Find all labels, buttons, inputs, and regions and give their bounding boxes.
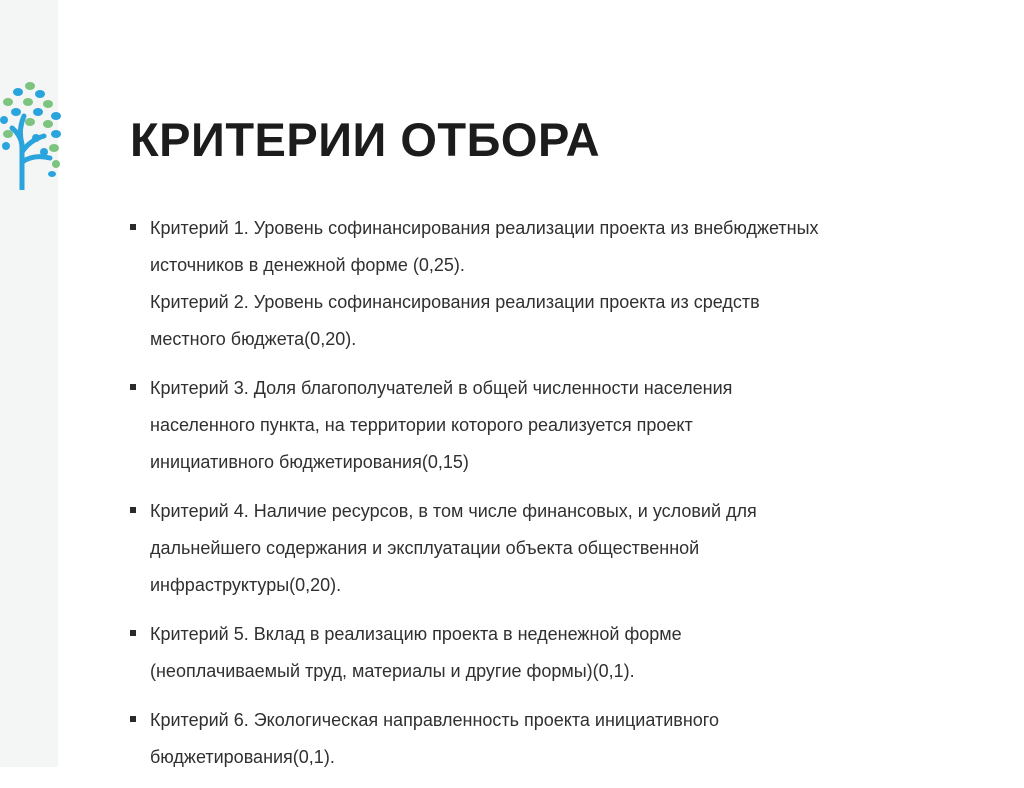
- criterion-text: источников в денежной форме (0,25).: [150, 255, 465, 275]
- criterion-text: Критерий 2. Уровень софинансирования реализации проекта из средств: [150, 292, 760, 312]
- criterion-text: дальнейшего содержания и эксплуатации объекта общественной: [150, 538, 700, 558]
- list-item: [128, 493, 998, 604]
- criterion-text: инфраструктуры(0,20).: [150, 575, 342, 595]
- criterion-text: Критерий 1. Уровень софинансирования реализации проекта из внебюджетных: [150, 218, 819, 238]
- list-item: [128, 616, 998, 690]
- criterion-text: Критерий 4. Наличие ресурсов, в том числе финансовых, и условий для: [150, 501, 757, 521]
- criterion-text: Критерий 5. Вклад в реализацию проекта в неденежной форме: [150, 624, 682, 644]
- list-item: [128, 370, 998, 481]
- criterion-text: местного бюджета(0,20).: [150, 329, 357, 349]
- bullet-icon: [130, 384, 136, 390]
- criterion-text: населенного пункта, на территории которого реализуется проект: [150, 415, 693, 435]
- criterion-text: инициативного бюджетирования(0,15): [150, 452, 469, 472]
- list-item: [128, 702, 998, 776]
- bullet-icon: [130, 716, 136, 722]
- bullet-icon: [130, 224, 136, 230]
- criterion-text: бюджетирования(0,1).: [150, 747, 335, 767]
- criterion-text: Критерий 3. Доля благополучателей в общей численности населения: [150, 378, 733, 398]
- list-item: [128, 210, 998, 358]
- slide-title: КРИТЕРИИ ОТБОРА: [130, 113, 601, 166]
- tree-logo-icon: [0, 78, 62, 190]
- criterion-text: (неоплачиваемый труд, материалы и другие формы)(0,1).: [150, 661, 635, 681]
- bullet-icon: [130, 630, 136, 636]
- bullet-icon: [130, 507, 136, 513]
- criterion-text: Критерий 6. Экологическая направленность проекта инициативного: [150, 710, 719, 730]
- criteria-list: [128, 210, 998, 788]
